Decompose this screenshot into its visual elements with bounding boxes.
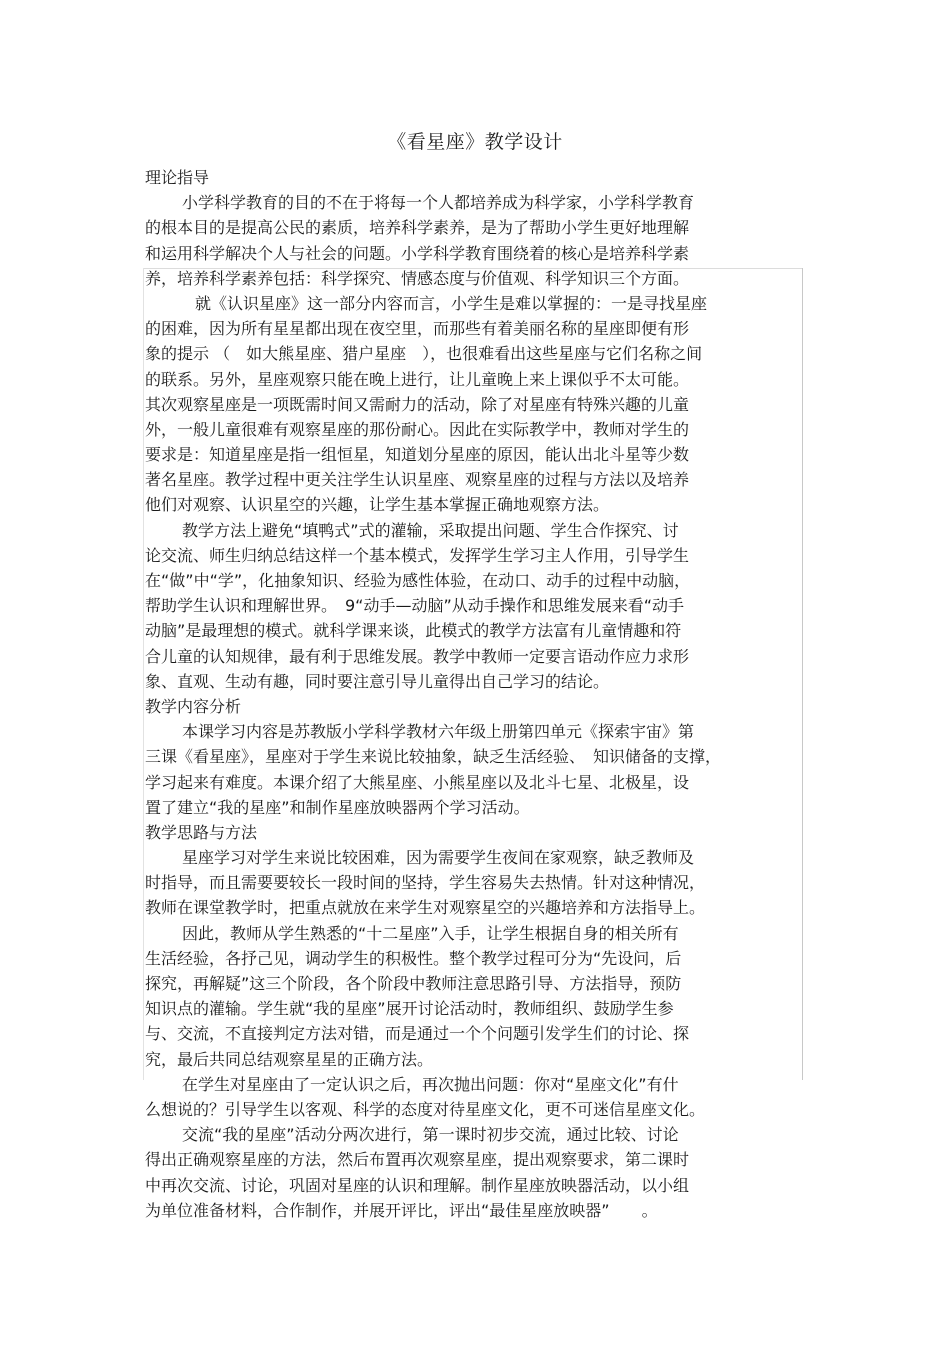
- text-line: 学习起来有难度。本课介绍了大熊星座、小熊星座以及北斗七星、北极星，设: [145, 772, 690, 792]
- text-line: 教学方法上避免“填鸭式”式的灌输，采取提出问题、学生合作探究、讨: [182, 520, 679, 540]
- text-line: 为单位准备材料，合作制作，并展开评比，评出“最佳星座放映器” 。: [145, 1200, 658, 1220]
- text-line: 置了建立“我的星座”和制作星座放映器两个学习活动。: [145, 797, 530, 817]
- text-line: 象的提示 （ 如大熊星座、猎户星座 ），也很难看出这些星座与它们名称之间: [145, 344, 703, 364]
- text-line: 小学科学教育的目的不在于将每一个人都培养成为科学家，小学科学教育: [182, 193, 695, 213]
- document-body: [145, 165, 805, 1223]
- text-line: 因此，教师从学生熟悉的“十二星座”入手，让学生根据自身的相关所有: [182, 923, 679, 943]
- text-line: 的联系。另外，星座观察只能在晚上进行，让儿童晚上来上课似乎不太可能。: [145, 369, 690, 389]
- paragraph-method-4: [145, 1122, 805, 1223]
- text-line: 教师在课堂教学时，把重点就放在来学生对观察星空的兴趣培养和方法指导上。: [145, 898, 706, 918]
- paragraph-method-3: [145, 1072, 805, 1122]
- text-line: 知识点的灌输。学生就“我的星座”展开讨论活动时，教师组织、鼓励学生参: [145, 999, 674, 1019]
- text-line: 三课《看星座》，星座对于学生来说比较抽象，缺乏生活经验、 知识储备的支撑，: [145, 747, 722, 767]
- text-line: 本课学习内容是苏教版小学科学教材六年级上册第四单元《探索宇宙》第: [182, 722, 695, 742]
- document-title: 《看星座》教学设计: [387, 131, 563, 153]
- text-line: 生活经验，各抒己见，调动学生的积极性。整个教学过程可分为“先设问，后: [145, 948, 682, 968]
- text-line: 其次观察星座是一项既需时间又需耐力的活动，除了对星座有特殊兴趣的儿童: [145, 394, 690, 414]
- paragraph-content-1: [145, 719, 805, 820]
- text-line: 要求是：知道星座是指一组恒星，知道划分星座的原因，能认出北斗星等少数: [145, 445, 690, 465]
- text-line: 论交流、师生归纳总结这样一个基本模式，发挥学生学习主人作用，引导学生: [145, 545, 690, 565]
- text-line: 么想说的？引导学生以客观、科学的态度对待星座文化，更不可迷信星座文化。: [145, 1099, 706, 1119]
- text-line: 与、交流，不直接判定方法对错，而是通过一个个问题引发学生们的讨论、探: [145, 1024, 690, 1044]
- frame-border-left: [143, 268, 144, 1080]
- text-line: 养，培养科学素养包括：科学探究、情感态度与价值观、科学知识三个方面。: [145, 268, 690, 288]
- text-line: 帮助学生认识和理解世界。 9“动手—动脑”从动手操作和思维发展来看“动手: [145, 596, 685, 616]
- paragraph-theory-1: [145, 190, 805, 291]
- text-line: 动脑”是最理想的模式。就科学课来谈，此模式的教学方法富有儿童情趣和符: [145, 621, 682, 641]
- text-line: 星座学习对学生来说比较困难，因为需要学生夜间在家观察，缺乏教师及: [182, 848, 695, 868]
- text-line: 在学生对星座由了一定认识之后，再次抛出问题：你对“星座文化”有什: [182, 1074, 679, 1094]
- text-line: 他们对观察、认识星空的兴趣，让学生基本掌握正确地观察方法。: [145, 495, 610, 515]
- text-line: 探究，再解疑”这三个阶段，各个阶段中教师注意思路引导、方法指导，预防: [145, 974, 682, 993]
- paragraph-theory-3: [145, 518, 805, 694]
- text-line: 合儿童的认知规律，最有利于思维发展。教学中教师一定要言语动作应力求形: [145, 646, 690, 666]
- text-line: 时指导，而且需要要较长一段时间的坚持，学生容易失去热情。针对这种情况，: [145, 873, 706, 893]
- section-heading-content: 教学内容分析: [145, 696, 242, 716]
- section-heading-method: 教学思路与方法: [145, 822, 258, 842]
- text-line: 和运用科学解决个人与社会的问题。小学科学教育围绕着的核心是培养科学素: [145, 243, 690, 263]
- paragraph-method-2: [145, 921, 805, 1072]
- text-line: 象、直观、生动有趣，同时要注意引导儿童得出自己学习的结论。: [145, 671, 610, 691]
- text-line: 的困难，因为所有星星都出现在夜空里，而那些有着美丽名称的星座即便有形: [145, 319, 690, 339]
- text-line: 的根本目的是提高公民的素质，培养科学素养，是为了帮助小学生更好地理解: [145, 218, 690, 238]
- text-line: 得出正确观察星座的方法，然后布置再次观察星座，提出观察要求，第二课时: [145, 1150, 690, 1170]
- text-line: 中再次交流、讨论，巩固对星座的认识和理解。制作星座放映器活动，以小组: [145, 1175, 690, 1195]
- text-line: 就《认识星座》这一部分内容而言，小学生是难以掌握的：一是寻找星座: [195, 293, 708, 313]
- text-line: 在“做”中“学”，化抽象知识、经验为感性体验，在动口、动手的过程中动脑，: [145, 571, 691, 590]
- text-line: 究，最后共同总结观察星星的正确方法。: [145, 1049, 434, 1069]
- paragraph-method-1: [145, 845, 805, 921]
- text-line: 外，一般儿童很难有观察星座的那份耐心。因此在实际教学中，教师对学生的: [145, 419, 690, 439]
- text-line: 著名星座。教学过程中更关注学生认识星座、观察星座的过程与方法以及培养: [145, 470, 690, 490]
- section-heading-theory: 理论指导: [145, 168, 210, 187]
- text-line: 交流“我的星座”活动分两次进行，第一课时初步交流，通过比较、讨论: [182, 1125, 679, 1145]
- paragraph-theory-2: [145, 291, 805, 518]
